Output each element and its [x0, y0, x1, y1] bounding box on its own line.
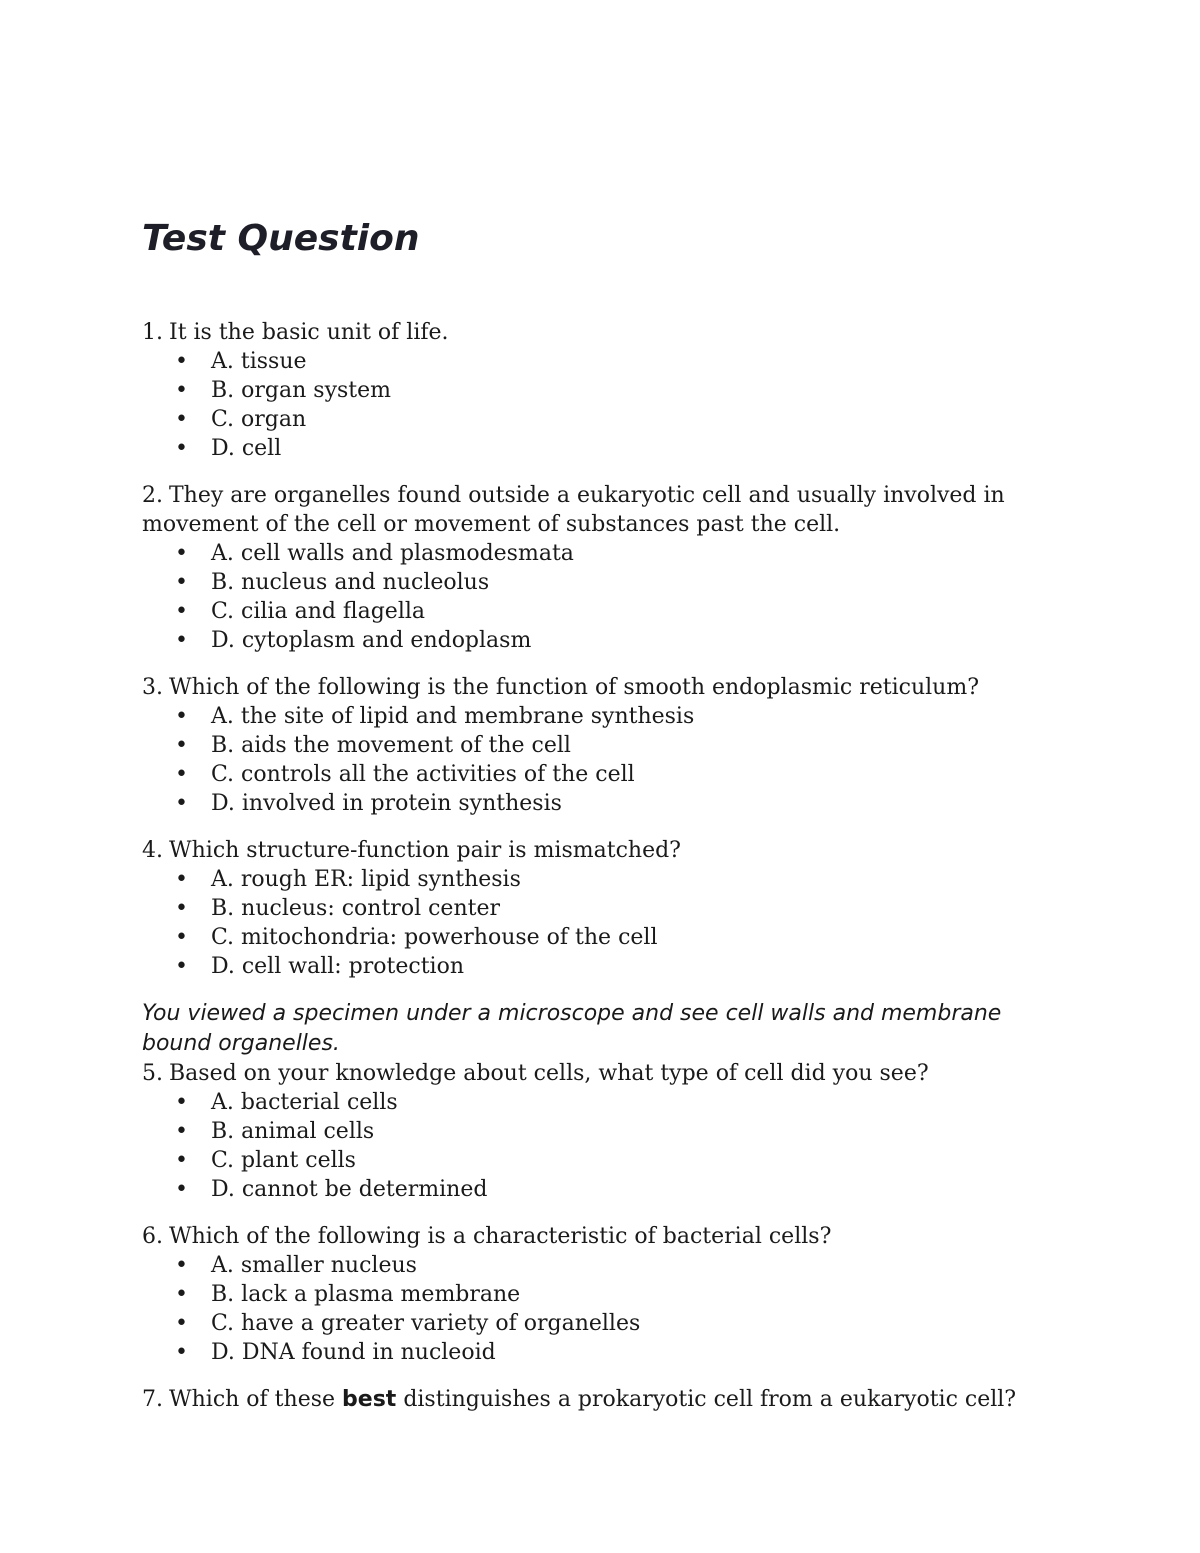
question-text: Which structure-function pair is mismatched? [169, 838, 681, 863]
option-text: B. animal cells [211, 1119, 375, 1144]
option-c [142, 405, 1042, 434]
option-text: A. tissue [211, 349, 307, 374]
options-list [142, 865, 1042, 981]
option-text: D. cell [211, 436, 282, 461]
bullet-icon: • [175, 867, 188, 892]
document-page [142, 215, 1042, 1432]
options-list [142, 347, 1042, 463]
bullet-icon: • [175, 1090, 188, 1115]
question-number: 3. [142, 675, 163, 700]
option-d [142, 1175, 1042, 1204]
bullet-icon: • [175, 733, 188, 758]
bullet-icon: • [175, 407, 188, 432]
bullet-icon: • [175, 762, 188, 787]
question-5 [142, 999, 1042, 1204]
option-text: B. aids the movement of the cell [211, 733, 571, 758]
bullet-icon: • [175, 436, 188, 461]
options-list [142, 539, 1042, 655]
option-a [142, 539, 1042, 568]
scenario-text: You viewed a specimen under a microscope and see cell walls and membrane bound organelles. [142, 1001, 1002, 1056]
bullet-icon: • [175, 378, 188, 403]
option-text: C. plant cells [211, 1148, 356, 1173]
question-text-after: distinguishes a prokaryotic cell from a eukaryotic cell? [403, 1387, 1017, 1412]
question-stem [142, 836, 1042, 865]
options-list [142, 702, 1042, 818]
bullet-icon: • [175, 1282, 188, 1307]
question-stem [142, 318, 1042, 347]
option-text: C. cilia and flagella [211, 599, 426, 624]
question-stem [142, 673, 1042, 702]
question-stem [142, 1222, 1042, 1251]
bullet-icon: • [175, 570, 188, 595]
option-d [142, 1338, 1042, 1367]
option-text: D. DNA found in nucleoid [211, 1340, 496, 1365]
question-6 [142, 1222, 1042, 1367]
question-7 [142, 1385, 1042, 1414]
option-b [142, 376, 1042, 405]
question-stem [142, 1059, 1042, 1088]
bullet-icon: • [175, 1253, 188, 1278]
question-text: It is the basic unit of life. [169, 320, 449, 345]
option-text: A. smaller nucleus [211, 1253, 417, 1278]
option-c [142, 597, 1042, 626]
option-a [142, 702, 1042, 731]
question-number: 4. [142, 838, 163, 863]
question-text: Which of the following is the function of smooth endoplasmic reticulum? [169, 675, 979, 700]
option-d [142, 626, 1042, 655]
option-b [142, 894, 1042, 923]
question-text: Which of the following is a characteristic of bacterial cells? [169, 1224, 832, 1249]
question-number: 7. [142, 1387, 163, 1412]
option-text: A. bacterial cells [211, 1090, 398, 1115]
option-text: B. nucleus: control center [211, 896, 500, 921]
option-text: D. cell wall: protection [211, 954, 464, 979]
option-c [142, 923, 1042, 952]
option-b [142, 731, 1042, 760]
bullet-icon: • [175, 791, 188, 816]
option-a [142, 1251, 1042, 1280]
option-text: A. cell walls and plasmodesmata [211, 541, 574, 566]
bullet-icon: • [175, 349, 188, 374]
option-text: C. organ [211, 407, 307, 432]
option-text: B. organ system [211, 378, 392, 403]
bullet-icon: • [175, 954, 188, 979]
bullet-icon: • [175, 925, 188, 950]
bullet-icon: • [175, 541, 188, 566]
options-list [142, 1088, 1042, 1204]
question-3 [142, 673, 1042, 818]
document-title: Test Question [142, 218, 420, 259]
option-text: B. nucleus and nucleolus [211, 570, 490, 595]
option-text: D. cannot be determined [211, 1177, 488, 1202]
bullet-icon: • [175, 628, 188, 653]
bullet-icon: • [175, 1177, 188, 1202]
question-text: They are organelles found outside a eukaryotic cell and usually involved in movement of the cell or movement of substances past the cell. [142, 483, 1005, 537]
question-stem [142, 481, 1042, 539]
options-list [142, 1251, 1042, 1367]
option-d [142, 434, 1042, 463]
bullet-icon: • [175, 1340, 188, 1365]
option-text: D. cytoplasm and endoplasm [211, 628, 532, 653]
option-text: A. the site of lipid and membrane synthesis [211, 704, 695, 729]
option-d [142, 952, 1042, 981]
bullet-icon: • [175, 896, 188, 921]
question-number: 1. [142, 320, 163, 345]
question-number: 2. [142, 483, 163, 508]
option-c [142, 1146, 1042, 1175]
question-number: 5. [142, 1061, 163, 1086]
bullet-icon: • [175, 599, 188, 624]
question-4 [142, 836, 1042, 981]
bullet-icon: • [175, 1119, 188, 1144]
question-stem [142, 1385, 1042, 1414]
option-text: C. controls all the activities of the cell [211, 762, 635, 787]
question-text-before: Which of these [169, 1387, 336, 1412]
option-b [142, 1280, 1042, 1309]
option-a [142, 865, 1042, 894]
option-text: D. involved in protein synthesis [211, 791, 562, 816]
option-text: A. rough ER: lipid synthesis [211, 867, 521, 892]
option-text: B. lack a plasma membrane [211, 1282, 521, 1307]
option-b [142, 1117, 1042, 1146]
option-c [142, 760, 1042, 789]
question-number: 6. [142, 1224, 163, 1249]
option-text: C. have a greater variety of organelles [211, 1311, 641, 1336]
bullet-icon: • [175, 1311, 188, 1336]
option-a [142, 347, 1042, 376]
question-text: Based on your knowledge about cells, what type of cell did you see? [169, 1061, 929, 1086]
question-2 [142, 481, 1042, 655]
question-1 [142, 318, 1042, 463]
question-text-emphasis: best [342, 1387, 397, 1412]
option-d [142, 789, 1042, 818]
bullet-icon: • [175, 704, 188, 729]
option-b [142, 568, 1042, 597]
option-a [142, 1088, 1042, 1117]
option-text: C. mitochondria: powerhouse of the cell [211, 925, 658, 950]
bullet-icon: • [175, 1148, 188, 1173]
option-c [142, 1309, 1042, 1338]
